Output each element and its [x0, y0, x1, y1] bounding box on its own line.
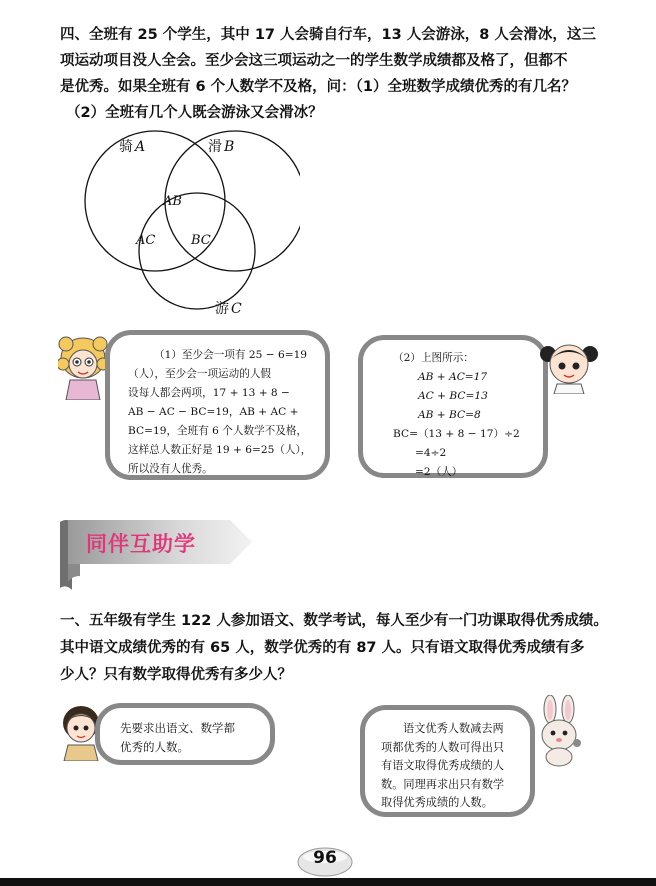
label-c: 游 C	[215, 301, 242, 317]
venn-diagram	[60, 130, 300, 325]
hint-line: 语文优秀人数减去两	[403, 722, 504, 735]
solution-bubble-1	[105, 330, 330, 480]
problem-line: 项运动项目没人全会。至少会这三项运动之一的学生数学成绩都及格了，但都不	[60, 53, 568, 69]
solution-line: AB − AC − BC=19，AB + AC +	[128, 406, 299, 418]
label-a: 骑 A	[119, 139, 146, 155]
solution-line: （人），至少会一项运动的人假	[128, 368, 272, 380]
hint-bubble-2	[360, 705, 535, 817]
solution-line: （2）上图所示：	[393, 352, 474, 364]
solution-line: BC=（13 + 8 − 17）÷2	[393, 428, 520, 440]
hint-line: 优秀的人数。	[120, 740, 189, 754]
page-number: 96	[313, 848, 337, 868]
solution-line: BC=19，全班有 6 个人数学不及格，	[128, 425, 308, 437]
solution-line: AB + AC=17	[418, 371, 488, 383]
solution-line: 这样总人数正好是 19 + 6=25（人），	[128, 444, 312, 456]
exercise-question	[60, 608, 620, 689]
question-line: 少人？只有数学取得优秀有多少人？	[60, 667, 292, 683]
hint-line: 有语文取得优秀成绩的人	[381, 759, 505, 772]
circle-a	[85, 131, 225, 271]
solution-bubble-2	[358, 335, 548, 478]
region-ac: AC	[136, 233, 156, 248]
girl-avatar-icon	[58, 334, 108, 400]
solution-line: =4÷2	[415, 447, 447, 459]
problem-statement	[60, 22, 610, 126]
label-b: 滑 B	[208, 139, 235, 155]
solution-line: 所以没有人优秀。	[128, 463, 213, 475]
rabbit-avatar-icon	[535, 695, 583, 767]
problem-line: 四、全班有 25 个学生，其中 17 人会骑自行车，13 人会游泳，8 人会滑冰，这三	[60, 27, 596, 43]
region-ab: AB	[163, 194, 182, 209]
solution-line: =2（人）	[415, 466, 463, 478]
solution-line: 设每人都会两项，17 + 13 + 8 −	[128, 387, 290, 399]
solution-line: AB + BC=8	[418, 409, 481, 421]
circle-c	[139, 193, 255, 309]
pigtail-girl-avatar-icon	[540, 338, 598, 394]
hint-line: 项都优秀的人数可得出只	[381, 740, 505, 754]
problem-line: （2）全班有几个人既会游泳又会滑冰？	[66, 105, 323, 121]
question-line: 一、五年级有学生 122 人参加语文、数学考试，每人至少有一门功课取得优秀成绩。	[60, 613, 608, 629]
hint-line: 先要求出语文、数学都	[120, 721, 235, 735]
bottom-edge-bar	[0, 878, 656, 886]
section-title: 同伴互助学	[86, 532, 196, 556]
solution-line: AC + BC=13	[418, 390, 488, 402]
hint-line: 取得优秀成绩的人数。	[381, 796, 493, 809]
solution-line: （1）至少会一项有 25 − 6=19	[154, 349, 308, 361]
hint-line: 数。同理再求出只有数学	[381, 777, 505, 791]
hint-bubble-1	[95, 703, 275, 765]
region-bc: BC	[191, 233, 211, 248]
question-line: 其中语文成绩优秀的有 65 人，数学优秀的有 87 人。只有语文取得优秀成绩有多	[60, 640, 585, 656]
problem-line: 是优秀。如果全班有 6 个人数学不及格，问：（1）全班数学成绩优秀的有几名？	[60, 79, 577, 95]
